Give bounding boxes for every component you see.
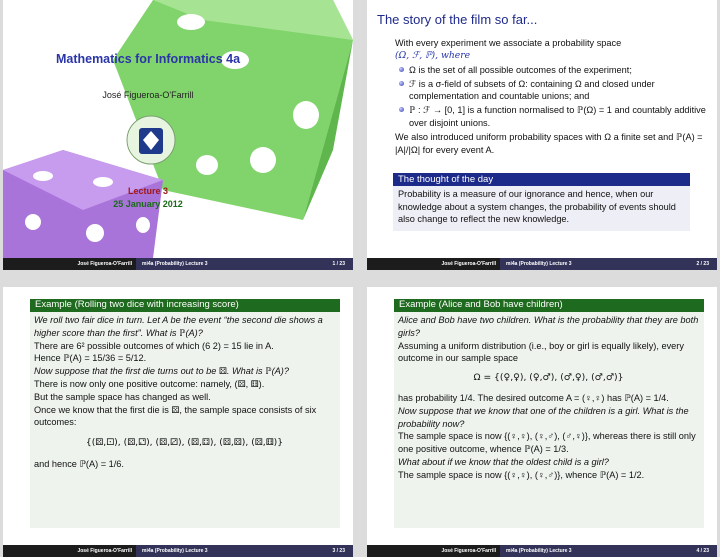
bullet-item: ℙ : ℱ → [0, 1] is a function normalised to ℙ(Ω) = 1 and countably additive over disjoint unions. <box>395 104 707 129</box>
bullet-list <box>395 64 707 129</box>
footer-author: José Figueroa-O'Farrill <box>3 545 136 557</box>
bullet-item: Ω is the set of all possible outcomes of the experiment; <box>395 64 707 77</box>
footer-course: mi4a (Probability) Lecture 3 <box>500 545 658 557</box>
bullet-item: ℱ is a σ-field of subsets of Ω: containing Ω and closed under complementation and countable unions; and <box>395 78 707 103</box>
intro-line-1: With every experiment we associate a probability space <box>395 38 622 48</box>
slide-footer <box>367 258 717 270</box>
footer-page: 4 / 23 <box>658 545 718 557</box>
footer-course: mi4a (Probability) Lecture 3 <box>500 258 658 270</box>
example-body <box>30 312 340 528</box>
text-line: There are 6² possible outcomes of which (6 2) = 15 lie in A. <box>34 340 274 351</box>
slide-body <box>395 37 707 156</box>
footer-author: José Figueroa-O'Farrill <box>367 545 500 557</box>
text-line: The sample space is now {(♀,♀), (♀,♂), (♂,♀)}, whereas there is still only one positive outcome, whence ℙ(A) = 1/3. <box>398 431 696 455</box>
text-line: What about if we know that the oldest child is a girl? <box>398 456 609 467</box>
example-block <box>394 299 704 528</box>
example-title: Example (Rolling two dice with increasing score) <box>30 299 340 312</box>
lecture-series-title: Mathematics for Informatics 4a <box>55 52 241 66</box>
uniform-text: We also introduced uniform probability spaces with Ω a finite set and ℙ(A) = |A|/|Ω| for every event A. <box>395 132 703 155</box>
author-name: José Figueroa-O'Farrill <box>102 90 194 100</box>
sample-space-set: Ω = {(♀,♀), (♀,♂), (♂,♀), (♂,♂)} <box>473 372 624 384</box>
block-title: The thought of the day <box>393 173 690 186</box>
example-body <box>394 312 704 528</box>
example-block <box>30 299 340 528</box>
lecture-date: 25 January 2012 <box>113 199 183 209</box>
sample-space-set: {(⚄,⚀), (⚄,⚁), (⚄,⚂), (⚄,⚃), (⚄,⚄), (⚄,⚅)} <box>85 437 284 449</box>
text-line: Once we know that the first die is ⚄, the sample space consists of six outcomes: <box>34 404 317 428</box>
footer-course: mi4a (Probability) Lecture 3 <box>136 545 294 557</box>
thought-of-day-block <box>393 173 690 231</box>
slide-footer <box>367 545 717 557</box>
lecture-number: Lecture 3 <box>127 186 169 196</box>
frame-title: The story of the film so far... <box>377 12 538 27</box>
slide-alice-bob <box>367 287 717 557</box>
slide-title <box>3 0 353 270</box>
footer-page: 1 / 23 <box>294 258 354 270</box>
text-line: The sample space is now {(♀,♀), (♀,♂)}, whence ℙ(A) = 1/2. <box>398 469 645 480</box>
dice-illustration <box>3 0 353 258</box>
text-line: Now suppose that the first die turns out to be ⚄. What is ℙ(A)? <box>34 366 289 377</box>
footer-course: mi4a (Probability) Lecture 3 <box>136 258 294 270</box>
text-line: Now suppose that we know that one of the children is a girl. What is the probability now? <box>398 405 689 429</box>
footer-page: 3 / 23 <box>294 545 354 557</box>
intro-line-2: (Ω, ℱ, ℙ), where <box>395 49 471 61</box>
slide-footer <box>3 258 353 270</box>
text-line: has probability 1/4. The desired outcome A = (♀,♀) has ℙ(A) = 1/4. <box>398 392 669 403</box>
text-line: Hence ℙ(A) = 15/36 = 5/12. <box>34 353 147 364</box>
block-body: Probability is a measure of our ignorance and hence, when our knowledge about a system changes, the probability of events should also change to reflect the new knowledge. <box>398 189 676 225</box>
text-line: But the sample space has changed as well. <box>34 391 211 402</box>
text-line: Assuming a uniform distribution (i.e., boy or girl is equally likely), every outcome in our sample space <box>398 340 684 364</box>
text-line: and hence ℙ(A) = 1/6. <box>34 458 124 469</box>
text-line: Alice and Bob have two children. What is the probability that they are both girls? <box>398 315 699 338</box>
text-line: There is now only one positive outcome: namely, (⚄, ⚅). <box>34 378 265 389</box>
slide-footer <box>3 545 353 557</box>
footer-author: José Figueroa-O'Farrill <box>3 258 136 270</box>
footer-author: José Figueroa-O'Farrill <box>367 258 500 270</box>
example-title: Example (Alice and Bob have children) <box>394 299 704 312</box>
footer-page: 2 / 23 <box>658 258 718 270</box>
university-crest <box>127 116 175 164</box>
slide-rolling-dice <box>3 287 353 557</box>
text-line: We roll two fair dice in turn. Let A be the event “the second die shows a higher score than the first”. What is ℙ(A)? <box>34 315 323 338</box>
slide-story-so-far <box>367 0 717 270</box>
